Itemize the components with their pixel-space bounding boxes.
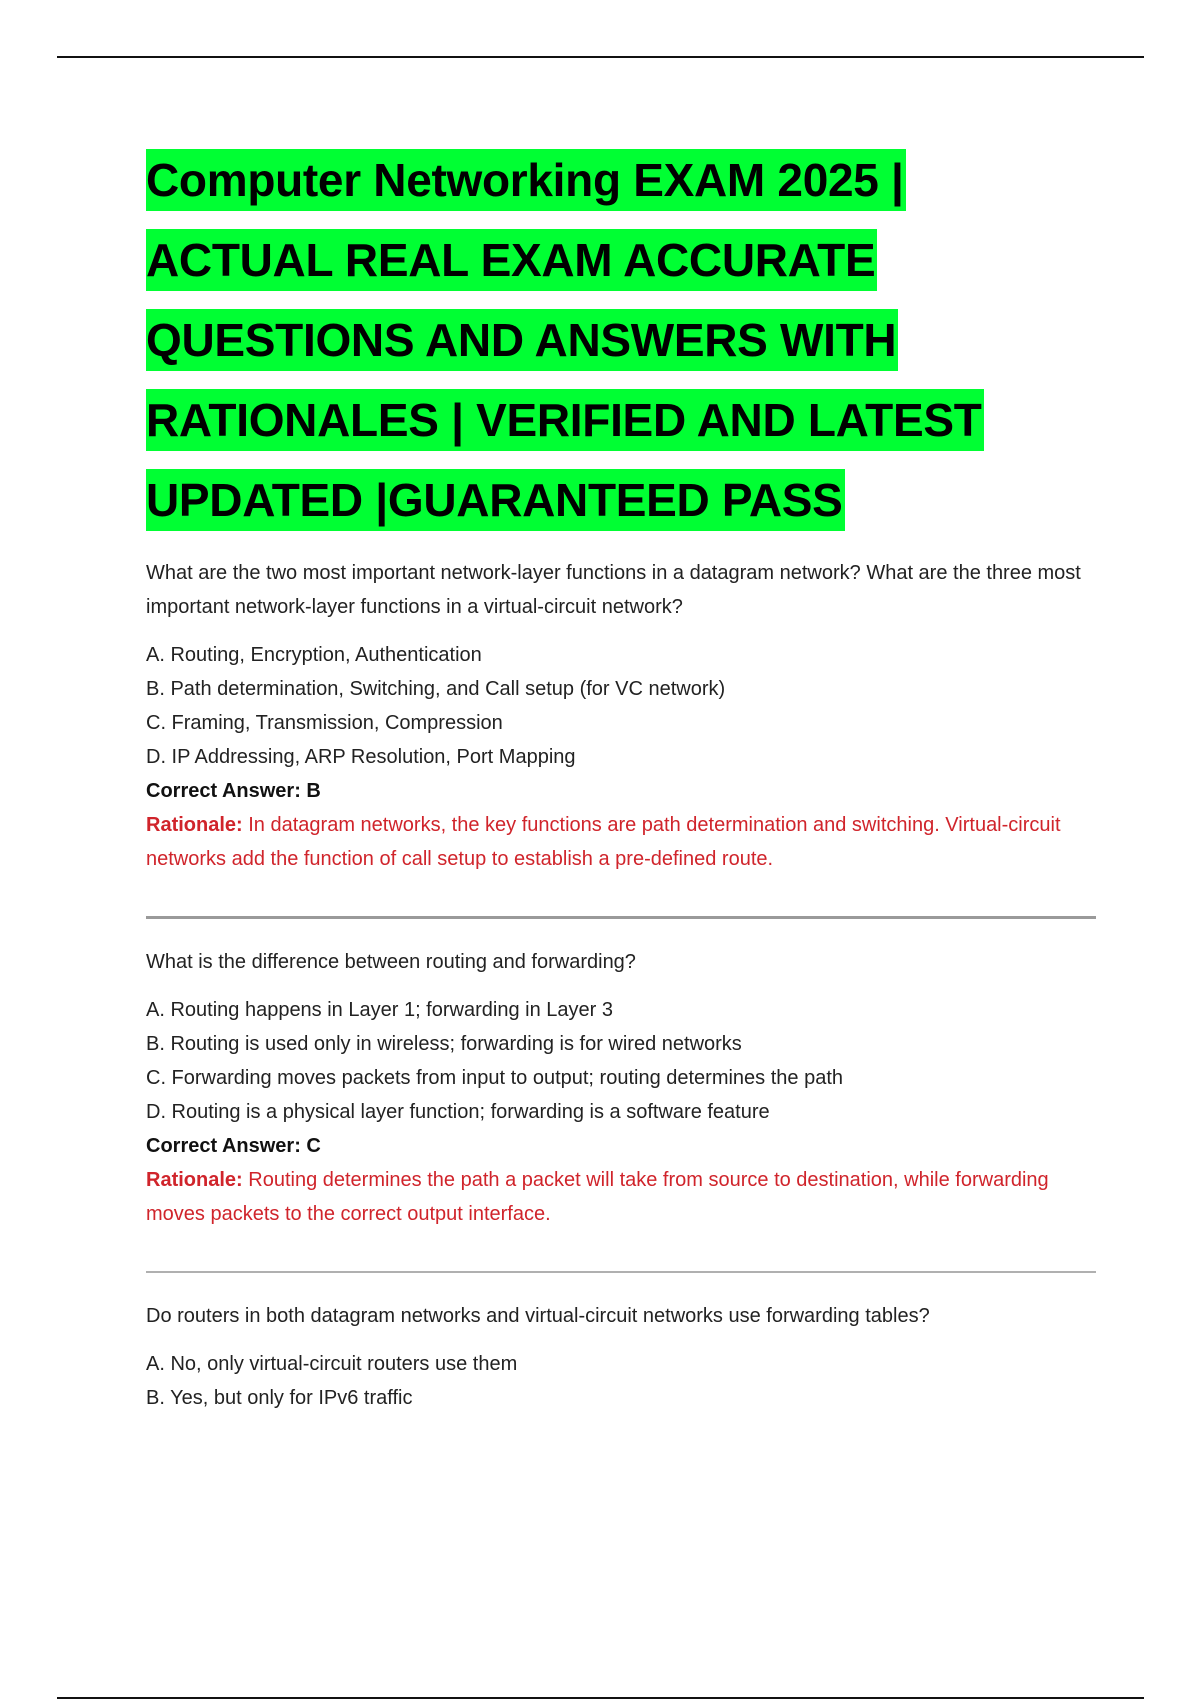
question-2-text: What is the difference between routing and forwarding? [146, 951, 636, 973]
question-3 [146, 1299, 1096, 1415]
question-2-option-b: B. Routing is used only in wireless; forwarding is for wired networks [146, 1033, 742, 1055]
question-1-option-b: B. Path determination, Switching, and Call setup (for VC network) [146, 678, 726, 700]
question-1-correct-answer: Correct Answer: B [146, 780, 321, 802]
question-1-rationale-text: In datagram networks, the key functions are path determination and switching. Virtual-circuit networks add the function of call setup to establish a pre-defined route. [146, 814, 1061, 870]
question-2-option-d: D. Routing is a physical layer function; forwarding is a software feature [146, 1101, 770, 1123]
document-title-highlight: Computer Networking EXAM 2025 | ACTUAL REAL EXAM ACCURATE QUESTIONS AND ANSWERS WITH RATIONALES | VERIFIED AND LATEST UPDATED |GUARANTEED PASS [146, 149, 984, 531]
question-2-rationale-text: Routing determines the path a packet will take from source to destination, while forwarding moves packets to the correct output interface. [146, 1169, 1049, 1225]
question-1-rationale-label: Rationale: [146, 814, 243, 836]
bottom-rule [57, 1697, 1144, 1699]
question-1-option-c: C. Framing, Transmission, Compression [146, 712, 503, 734]
question-3-text: Do routers in both datagram networks and virtual-circuit networks use forwarding tables? [146, 1305, 930, 1327]
question-3-options [146, 1347, 1096, 1415]
question-divider-1 [146, 916, 1096, 919]
question-3-option-b: B. Yes, but only for IPv6 traffic [146, 1387, 413, 1409]
question-2-rationale [146, 1163, 1096, 1231]
question-divider-2 [146, 1271, 1096, 1273]
question-1-option-d: D. IP Addressing, ARP Resolution, Port Mapping [146, 746, 576, 768]
question-1 [146, 556, 1096, 876]
document-title [146, 140, 1096, 540]
question-2-correct-answer: Correct Answer: C [146, 1135, 321, 1157]
question-2-rationale-label: Rationale: [146, 1169, 243, 1191]
question-2-options [146, 993, 1096, 1129]
question-1-text: What are the two most important network-layer functions in a datagram network? What are the three most important network-layer functions in a virtual-circuit network? [146, 562, 1081, 618]
question-2-option-c: C. Forwarding moves packets from input to output; routing determines the path [146, 1067, 844, 1089]
top-rule [57, 56, 1144, 58]
question-1-option-a: A. Routing, Encryption, Authentication [146, 644, 482, 666]
document-body [146, 140, 1096, 1415]
question-2 [146, 945, 1096, 1231]
question-1-rationale [146, 808, 1096, 876]
question-3-option-a: A. No, only virtual-circuit routers use them [146, 1353, 518, 1375]
question-1-options [146, 638, 1096, 774]
question-2-option-a: A. Routing happens in Layer 1; forwarding in Layer 3 [146, 999, 613, 1021]
